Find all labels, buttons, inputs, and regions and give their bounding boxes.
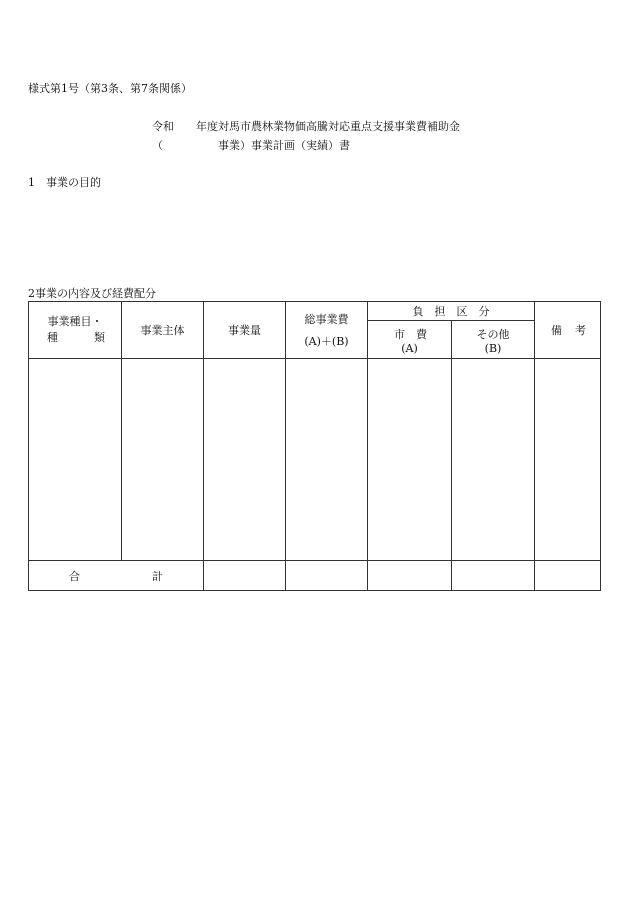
cell-total[interactable] [286,359,368,561]
total-row [29,561,601,591]
header-city [368,321,452,359]
cell-entity[interactable] [122,359,204,561]
total-city[interactable] [368,561,452,591]
header-total-line1: 総事業費 [304,313,349,326]
header-remarks-b: 考 [575,324,586,337]
header-other [452,321,535,359]
total-amount[interactable] [204,561,286,591]
document-title-line2: （ 事業）事業計画（実績）書 [152,139,350,152]
cell-type[interactable] [29,359,122,561]
section2-heading: 2事業の内容及び経費配分 [28,287,156,300]
header-city-a: 市 [394,327,405,341]
cell-amount[interactable] [204,359,286,561]
header-type-line1: 事業種目・ [47,315,103,328]
document-title-line1: 令和 年度対馬市農林業物価高騰対応重点支援事業費補助金 [152,120,460,133]
form-number: 様式第1号（第3条、第7条関係） [28,82,192,95]
total-total[interactable] [286,561,368,591]
section1-heading: 1 事業の目的 [28,176,101,189]
table-row [29,359,601,561]
header-amount: 事業量 [204,302,286,359]
header-city-b: 費 [416,327,427,341]
budget-table [28,301,601,591]
header-entity: 事業主体 [122,302,204,359]
table-header-row [29,302,601,321]
header-other-label: その他 [476,327,510,341]
cell-other[interactable] [452,359,535,561]
header-share: 負 担 区 分 [368,302,535,321]
total-label-b: 計 [152,569,163,583]
header-type-line2a: 種 [47,331,58,344]
header-type-line2b: 類 [94,331,105,344]
cell-remarks[interactable] [535,359,601,561]
total-other[interactable] [452,561,535,591]
header-remarks [535,302,601,359]
header-total [286,302,368,359]
header-city-sub: (A) [401,341,418,355]
total-label [29,561,204,591]
total-remarks[interactable] [535,561,601,591]
cell-city[interactable] [368,359,452,561]
header-remarks-a: 備 [551,324,562,337]
header-total-line2: (A)＋(B) [304,335,349,348]
header-other-sub: (B) [484,341,502,355]
header-type [29,302,122,359]
total-label-a: 合 [69,569,80,583]
